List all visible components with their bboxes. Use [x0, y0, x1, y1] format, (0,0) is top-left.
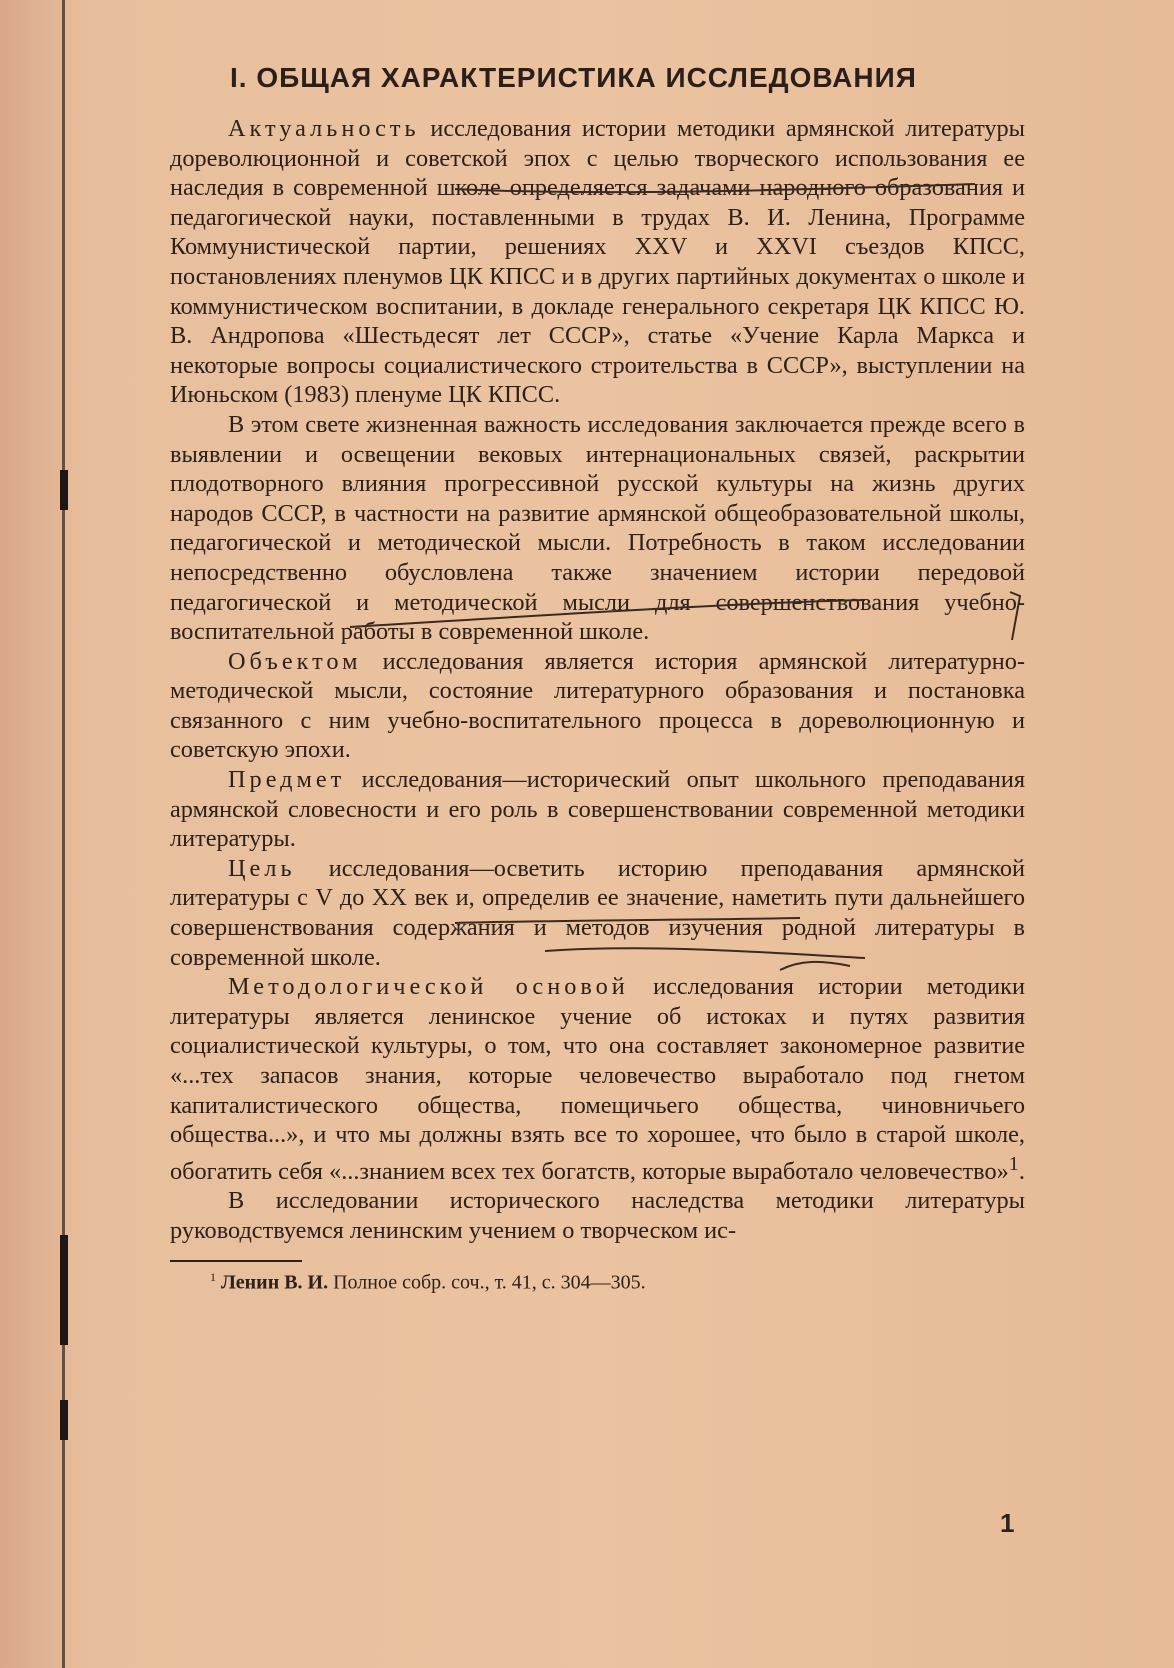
footnote-author: Ленин В. И. — [221, 1271, 329, 1294]
paragraph-end: . — [1018, 1157, 1025, 1185]
paragraph-text: В исследовании исторического наследства методики литературы руководствуемся ленинским учением о творческом ис- — [170, 1187, 1025, 1245]
footnote-ref: 1 — [1008, 1152, 1019, 1175]
spaced-term: Объектом — [228, 647, 362, 675]
underline-mark — [350, 600, 865, 627]
paragraph-text: исследования—осветить историю преподавания армянской литературы с V до XX век и, определив ее значение, наметить пути дальнейшего совершенствования содержания и методов изучения родной литературы в современной школе. — [170, 854, 1025, 971]
paragraph-text: В этом свете жизненная важность исследования заключается прежде всего в выявлении и освещении вековых интернациональных связей, раскрытии плодотворного влияния прогрессивной русской культуры на жизнь других народов СССР, в частности на развитие армянской общеобразовательной школы, педагогической и методической мысли. Потребность в таком исследовании непосредственно обусловлена также значением истории передовой педагогической и методической мысли для совершенствования учебно-воспитательной работы в современной школе. — [170, 410, 1025, 646]
spaced-term: Методологической основой — [228, 973, 629, 1001]
underline-mark — [455, 184, 975, 192]
section-heading: I. ОБЩАЯ ХАРАКТЕРИСТИКА ИССЛЕДОВАНИЯ — [230, 62, 917, 93]
footnote-mark: 1 — [210, 1269, 216, 1284]
bracket-mark — [1010, 592, 1020, 640]
paragraph-text: исследования истории методики литературы является ленинское учение об истоках и путях развития социалистической культуры, о том, что она составляет закономерное развитие «...тех запасов знания, которые человечество выработало под гнетом капиталистического общества, помещичьего общества, чиновничьего общества...», и что мы должны взять все то хорошее, что было в старой школе, обогатить себя «...знанием всех тех богатств, которые выработало человечество» — [170, 973, 1025, 1185]
paragraph-text: исследования—исторический опыт школьного преподавания армянской словесности и его роль в совершенствовании современной методики литературы. — [170, 766, 1025, 853]
underline-mark — [545, 948, 865, 958]
spaced-term: Актуальность — [228, 115, 420, 142]
spaced-term: Предмет — [228, 766, 346, 794]
footnote-text: Полное собр. соч., т. 41, с. 304—305. — [328, 1271, 646, 1294]
spaced-term: Цель — [228, 854, 296, 882]
underline-mark — [780, 962, 850, 970]
paragraph-text: исследования истории методики армянской литературы дореволюционной и советской эпох с целью творческого использования ее наследия в современной школе определяется задачами народного образования и педагогической науки, поставленными в трудах В. И. Ленина, Программе Коммунистической партии, решениях XXV и XXVI съездов КПСС, постановлениях пленумов ЦК КПСС и в других партийных документах о школе и коммунистическом воспитании, в докладе генерального секретаря ЦК КПСС Ю. В. Андропова «Шестьдесят лет СССР», статье «Учение Карла Маркса и некоторые вопросы социалистического строительства в СССР», выступлении на Июньском (1983) пленуме ЦК КПСС. — [170, 115, 1025, 409]
page-number: 1 — [1000, 1508, 1015, 1538]
paragraph-text: исследования является история армянской литературно-методической мысли, состояние литературного образования и постановка связанного с ним учебно-воспитательного процесса в дореволюционную и советскую эпохи. — [170, 647, 1025, 764]
underline-mark — [455, 918, 800, 923]
